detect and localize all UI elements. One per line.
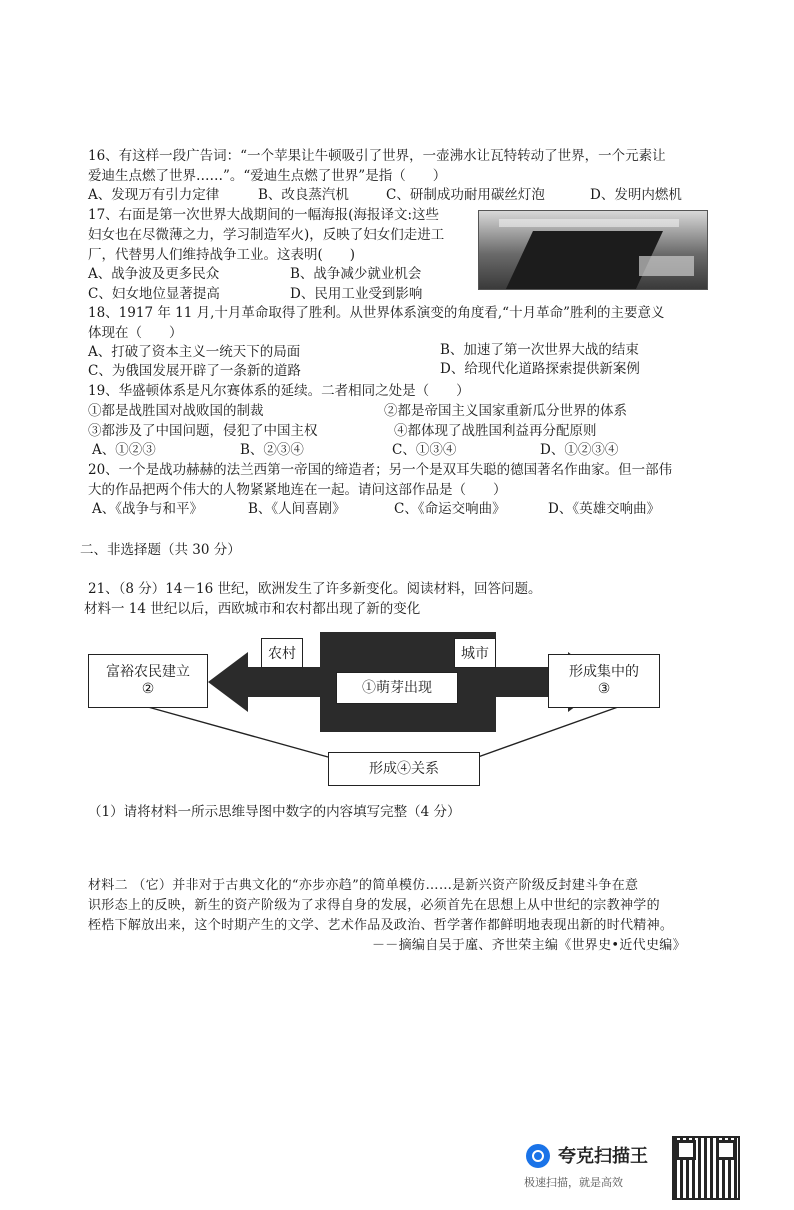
q20-option-a: A、《战争与和平》 (92, 501, 203, 517)
q20-stem-line2: 大的作品把两个伟大的人物紧紧地连在一起。请问这部作品是（ ） (88, 482, 507, 498)
q16-option-a: A、发现万有引力定律 (88, 187, 220, 203)
q17-option-a: A、战争波及更多民众 (88, 266, 220, 282)
q19-option-b: B、②③④ (240, 442, 304, 458)
quark-logo-icon (526, 1144, 550, 1168)
qr-code-icon (672, 1136, 740, 1200)
q21-sub1: （1）请将材料一所示思维导图中数字的内容填写完整（4 分） (88, 804, 461, 820)
urban-label: 城市 (454, 638, 496, 668)
q18-option-c: C、为俄国发展开辟了一条新的道路 (88, 363, 301, 379)
q20-option-c: C、《命运交响曲》 (394, 501, 506, 517)
q19-option-a: A、①②③ (92, 442, 156, 458)
center-label: ①萌芽出现 (336, 672, 458, 704)
q17-stem-line3: 厂，代替男人们维持战争工业。这表明( ) (88, 247, 356, 263)
mind-map-diagram (88, 632, 728, 792)
q16-stem-line1: 16、有这样一段广告词：“一个苹果让牛顿吸引了世界，一壶沸水让瓦特转动了世界，一个元素让 (88, 148, 666, 164)
q19-statement-3: ③都涉及了中国问题，侵犯了中国主权 (88, 423, 318, 439)
q18-stem-line1: 18、1917 年 11 月,十月革命取得了胜利。从世界体系演变的角度看,“十月革命”胜利的主要意义 (88, 305, 665, 321)
q20-option-b: B、《人间喜剧》 (248, 501, 346, 517)
q17-option-b: B、战争减少就业机会 (290, 266, 422, 282)
q19-option-d: D、①②③④ (540, 442, 619, 458)
q17-option-c: C、妇女地位显著提高 (88, 286, 220, 302)
q17-stem-line1: 17、右面是第一次世界大战期间的一幅海报(海报译文:这些 (88, 207, 439, 223)
wwi-poster-image (478, 210, 708, 290)
scanner-watermark (522, 1140, 662, 1190)
q18-option-a: A、打破了资本主义一统天下的局面 (88, 344, 301, 360)
left-box-label: 富裕农民建立 (106, 664, 190, 680)
q21-material2-line2: 识形态上的反映，新生的资产阶级为了求得自身的发展，必须首先在思想上从中世纪的宗教神学的 (88, 898, 660, 913)
q16-option-b: B、改良蒸汽机 (258, 187, 349, 203)
q21-material2-line1: 材料二 （它）并非对于古典文化的“亦步亦趋”的简单模仿……是新兴资产阶级反封建斗争在意 (88, 878, 639, 893)
right-box-label: 形成集中的 (569, 664, 639, 680)
q18-option-b: B、加速了第一次世界大战的结束 (440, 342, 639, 358)
q16-option-d: D、发明内燃机 (590, 187, 682, 203)
q19-statement-1: ①都是战胜国对战败国的制裁 (88, 403, 264, 419)
q20-option-d: D、《英雄交响曲》 (548, 501, 661, 517)
q18-stem-line2: 体现在（ ） (88, 325, 183, 341)
q18-option-d: D、给现代化道路探索提供新案例 (440, 361, 640, 377)
q16-option-c: C、研制成功耐用碳丝灯泡 (386, 187, 545, 203)
q21-material2-line3: 桎梏下解放出来，这个时期产生的文学、艺术作品及政治、哲学著作都鲜明地表现出新的时代精神。 (88, 918, 674, 933)
left-box-number: ② (141, 681, 155, 697)
q17-stem-line2: 妇女也在尽微薄之力，学习制造军火)，反映了妇女们走进工 (88, 227, 445, 243)
q19-stem-line1: 19、华盛顿体系是凡尔赛体系的延续。二者相同之处是（ ） (88, 383, 470, 399)
q19-option-c: C、①③④ (392, 442, 457, 458)
q16-stem-line2: 爱迪生点燃了世界……”。“爱迪生点燃了世界”是指（ ） (88, 168, 447, 184)
right-box-number: ③ (597, 681, 611, 697)
q19-statement-4: ④都体现了战胜国利益再分配原则 (394, 423, 597, 439)
q20-stem-line1: 20、一个是战功赫赫的法兰西第一帝国的缔造者；另一个是双耳失聪的德国著名作曲家。但一部伟 (88, 462, 673, 478)
rural-label: 农村 (261, 638, 303, 668)
q21-material1: 材料一 14 世纪以后，西欧城市和农村都出现了新的变化 (84, 601, 421, 617)
q21-material2-source: －－摘编自吴于廑、齐世荣主编《世界史•近代史编》 (372, 938, 686, 953)
q19-statement-2: ②都是帝国主义国家重新瓜分世界的体系 (384, 403, 627, 419)
brand-name: 夸克扫描王 (558, 1146, 648, 1167)
left-box (88, 654, 208, 708)
right-box (548, 654, 660, 708)
q17-option-d: D、民用工业受到影响 (290, 286, 423, 302)
bottom-box: 形成④关系 (328, 752, 480, 786)
section2-heading: 二、非选择题（共 30 分） (80, 542, 241, 558)
q21-stem: 21、（8 分）14－16 世纪，欧洲发生了许多新变化。阅读材料，回答问题。 (88, 581, 542, 597)
brand-slogan: 极速扫描，就是高效 (524, 1176, 623, 1189)
